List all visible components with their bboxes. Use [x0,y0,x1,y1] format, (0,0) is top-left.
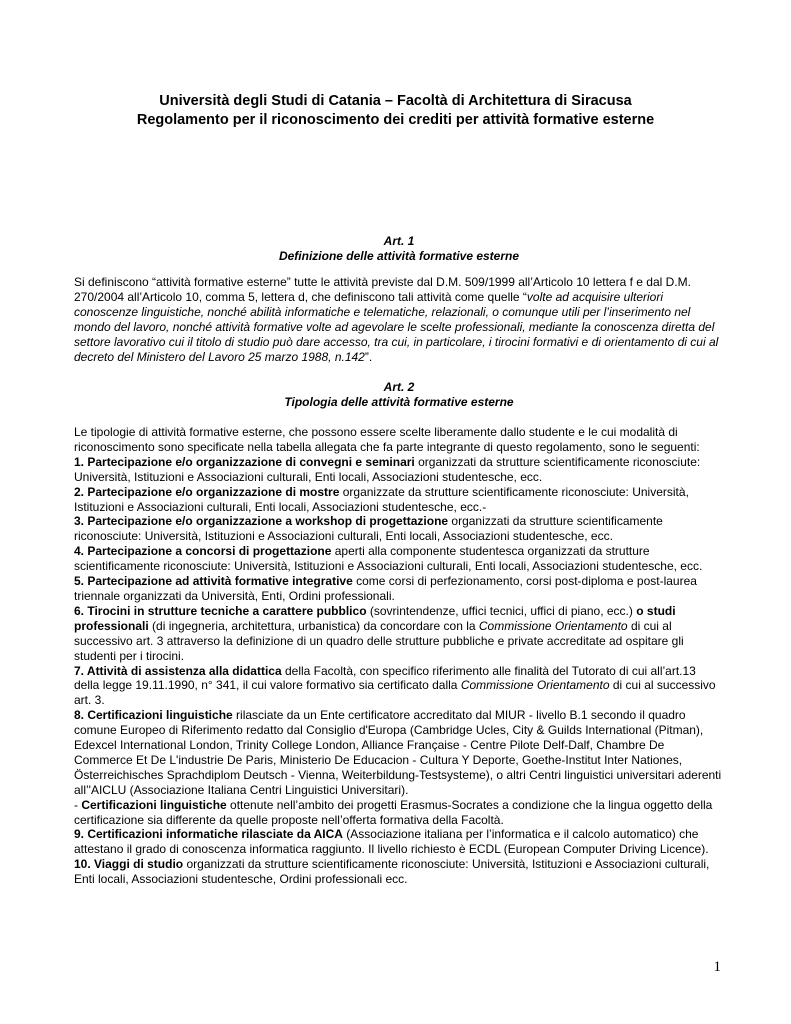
item-title: 9. Certificazioni informatiche rilasciate da AICA [74,827,343,842]
document-title [0,92,791,130]
list-item [74,514,724,544]
item-text-3: di cui al successivo art. 3 attraverso la definizione di un quadro delle strutture pubbliche e private accreditate ad ospitare gli studenti per i tirocini. [74,618,684,663]
item-title: 2. Partecipazione e/o organizzazione di mostre [74,484,340,499]
item-text: (sovrintendenze, uffici tecnici, uffici di piano, ecc.) [366,603,637,618]
item-title: 10. Viaggi di studio [74,857,184,872]
item-text: organizzati da strutture scientificamente riconosciute: Università, Istituzioni e Associazioni culturali, Enti locali, Associazioni studentesche, ecc. [74,454,701,484]
item-text: aperti alla componente studentesca organizzati da strutture scientificamente riconosciute: Università, Istituzioni e Associazioni culturali, Enti locali, Associazioni studentesche, ecc. [74,544,703,574]
list-item [74,455,724,485]
item-text-3: di cui al successivo art. 3. [74,678,716,708]
item-title: Certificazioni linguistiche [81,797,227,812]
item-title: 1. Partecipazione e/o organizzazione di convegni e seminari [74,454,415,469]
page-number: 1 [713,959,721,975]
list-item [74,574,724,604]
item-text: come corsi di perfezionamento, corsi post-diploma e post-laurea triennale organizzati da Università, Enti, Ordini professionali. [74,574,697,603]
item-text-2: (di ingegneria, architettura, urbanistica) da concordare con la [148,618,479,633]
list-item [74,857,724,887]
item-title-2: o studi professionali [74,603,676,633]
item-text: della Facoltà, con specifico riferimento alle finalità del Tutorato di cui all’art.13 della legge 19.11.1990, n° 341, il cui valore formativo sia certificato dalla [74,663,696,693]
item-title: 5. Partecipazione ad attività formative integrative [74,574,353,589]
article-2-label: Art. 2 [383,380,415,394]
list-item [74,604,724,664]
item-title: 7. Attività di assistenza alla didattica [74,663,282,678]
item-title: 4. Partecipazione a concorsi di progettazione [74,544,332,559]
item-prefix: - [74,797,82,812]
article-2-body [74,425,724,887]
article-2-intro: Le tipologie di attività formative esterne, che possono essere scelte liberamente dallo studente e le cui modalità di riconoscimento sono specificate nella tabella allegata che fa parte integrante di questo regolamento, sono le seguenti: [74,425,700,454]
title-line-2: Regolamento per il riconoscimento dei crediti per attività formative esterne [136,112,655,128]
item-italic: Commissione Orientamento [460,678,610,693]
item-text: (Associazione italiana per l’informatica e il calcolo automatico) che attestano il grado di conoscenza informatica raggiunto. Il livello richiesto è ECDL (European Computer Driving Licence). [74,827,709,857]
article-1-end: ”. [364,349,373,364]
article-1-label: Art. 1 [383,234,415,248]
item-italic: Commissione Orientamento [478,618,628,633]
list-item [74,708,724,797]
title-line-1: Università degli Studi di Catania – Facoltà di Architettura di Siracusa [159,93,632,109]
item-title: 3. Partecipazione e/o organizzazione a workshop di progettazione [74,514,449,529]
list-item [74,827,724,857]
article-1-text: Si definiscono “attività formative esterne” tutte le attività previste dal D.M. 509/1999 all’Articolo 10 lettera f e dal D.M. 270/2004 all’Articolo 10, comma 5, lettera d, che definiscono tali attività come quelle “ [74,275,691,304]
item-text: ottenute nell’ambito dei progetti Erasmus-Socrates a condizione che la lingua oggetto della certificazione sia differente da quelle proposte nell’offerta formativa della Facoltà. [74,797,713,827]
article-2-heading [74,380,724,410]
item-title: 8. Certificazioni linguistiche [74,708,233,723]
article-1-heading [74,234,724,264]
list-item [74,544,724,574]
article-1-paragraph [74,275,724,364]
item-text: organizzati da strutture scientificamente riconosciute: Università, Istituzioni e Associazioni culturali, Enti locali, Associazioni studentesche, Ordini professionali ecc. [74,857,710,887]
item-text: rilasciate da un Ente certificatore accreditato dal MIUR - livello B.1 secondo il quadro comune Europeo di Riferimento redatto dal Consiglio d'Europa (Cambridge Ucles, City & Guilds International (Pitman), Edexcel International London, Trinity College London, Alliance Française - Centre Pilote Delf-Dalf, Chambre De Commerce Et De L'industrie De Paris, Ministerio De Educacion - Cultura Y Deporte, Goethe-Institut Inter Nationes, Österreichisches Sprachdiplom Deutsch - Vienna, Weiterbildung-Testsysteme), o altri Centri linguistici universitari aderenti all’'AICLU (Associazione Italiana Centri Linguistici Universitari). [74,708,722,797]
list-item [74,485,724,515]
article-1-title: Definizione delle attività formative esterne [278,249,520,263]
item-text: organizzate da strutture scientificamente riconosciute: Università, Istituzioni e Associazioni culturali, Enti locali, Associazioni studentesche, ecc.- [74,484,689,514]
list-item [74,664,724,709]
article-1-quote: volte ad acquisire ulteriori conoscenze linguistiche, nonché abilità informatiche e telematiche, relazionali, o comunque utili per l’inserimento nel mondo del lavoro, nonché attività formative volte ad agevolare le scelte professionali, mediante la conoscenza diretta del settore lavorativo cui il titolo di studio può dare accesso, tra cui, in particolare, i tirocini formativi e di orientamento di cui al decreto del Ministero del Lavoro 25 marzo 1988, n.142 [74,289,719,364]
item-text: organizzati da strutture scientificamente riconosciute: Università, Istituzioni e Associazioni culturali, Enti locali, Associazioni studentesche, ecc. [74,514,663,544]
list-item [74,798,724,828]
item-title: 6. Tirocini in strutture tecniche a carattere pubblico [74,603,367,618]
article-2-title: Tipologia delle attività formative esterne [284,395,514,409]
